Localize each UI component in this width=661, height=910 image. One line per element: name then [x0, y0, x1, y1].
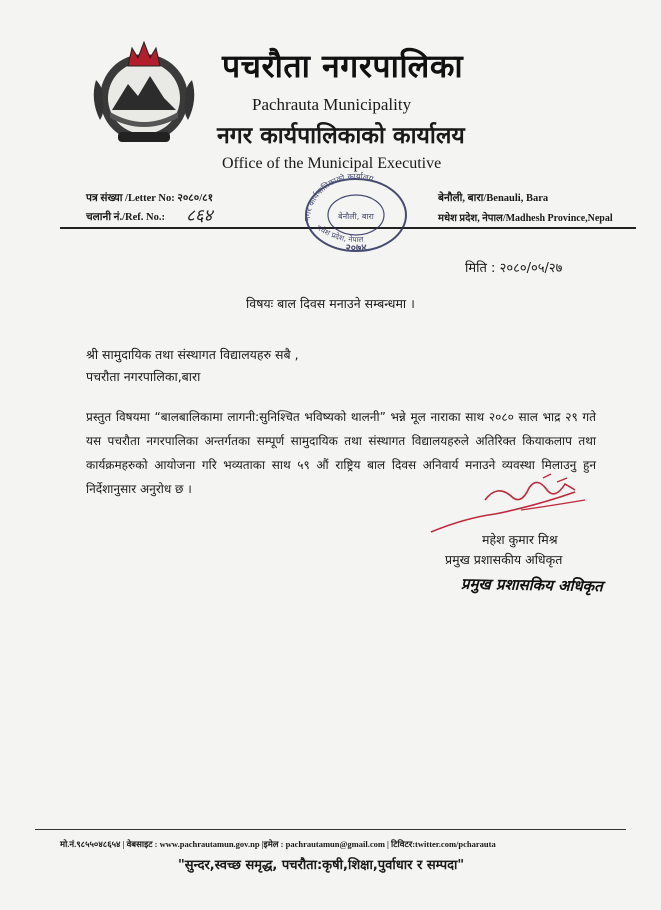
handwritten-signature	[425, 470, 605, 540]
signatory-name: महेश कुमार मिश्र	[482, 532, 558, 547]
address-line-2: मधेश प्रदेश, नेपाल/Madhesh Province,Nepal	[438, 213, 613, 224]
stamp-year: २०७४	[345, 243, 367, 254]
letter-body: प्रस्तुत विषयमा “बालबालिकामा लागनी:सुनिश्चित भविष्यको थालनी” भन्ने मूल नाराका साथ २०८० साल भाद्र २९ गते यस पचरौता नगरपालिका अन्तर्गतका सम्पूर्ण सामुदायिक तथा संस्थागत विद्यालयहरुले अतिरिक्त कियाकलाप तथा कार्यक्रमहरुको आयोजना गरि भव्यताका साथ ५९ औं राष्ट्रिय बाल दिवस अनिवार्य मनाउने व्यवस्था मिलाउनु हुन निर्देशानुसार अनुरोध छ ।	[86, 410, 596, 496]
reference-number-label: चलानी नं./Ref. No.:	[86, 212, 165, 223]
letter-subject: विषयः बाल दिवस मनाउने सम्बन्धमा ।	[246, 296, 415, 311]
footer-divider	[35, 829, 626, 830]
designation-stamp: प्रमुख प्रशासकिय अधिकृत	[460, 574, 603, 596]
reference-number-value: ८६४	[186, 206, 213, 226]
office-name-nepali: नगर कार्यपालिकाको कार्यालय	[217, 122, 465, 149]
municipality-name-nepali: पचरौता नगरपालिका	[222, 47, 464, 85]
footer-slogan: "सुन्दर,स्वच्छ समृद्ध, पचरौता:कृषी,शिक्षा,पुर्वाधार र सम्पदा"	[178, 858, 465, 873]
addressee-line-2: पचरौता नगरपालिका,बारा	[86, 369, 201, 384]
stamp-line-1: नगर कार्यपालिकाको कार्यालय	[302, 171, 375, 222]
municipality-name-english: Pachrauta Municipality	[252, 95, 412, 114]
office-stamp	[292, 163, 420, 255]
addressee-line-1: श्री सामुदायिक तथा संस्थागत विद्यालयहरु सबै ,	[86, 347, 299, 362]
stamp-line-3: मधेश प्रदेश, नेपाल	[314, 223, 364, 245]
stamp-line-2: बेनौली, बारा	[338, 212, 374, 221]
letter-no-value: २०८०/८१	[177, 193, 214, 204]
office-name-english: Office of the Municipal Executive	[222, 155, 442, 172]
letter-no-label: पत्र संख्या /Letter No:	[86, 193, 175, 204]
municipality-emblem	[88, 40, 200, 148]
footer-contact-info: मो.नं.९८५५०४८६५४ | वेबसाइट : www.pachrautamun.gov.np |इमेल : pachrautamun@gmail.com | टिविटर:twitter.com/pcharauta	[60, 839, 496, 849]
signatory-title: प्रमुख प्रशासकीय अधिकृत	[445, 552, 563, 567]
letter-date: मिति : २०८०/०५/२७	[465, 261, 563, 276]
address-line-1: बेनौली, बारा/Benauli, Bara	[438, 193, 549, 204]
